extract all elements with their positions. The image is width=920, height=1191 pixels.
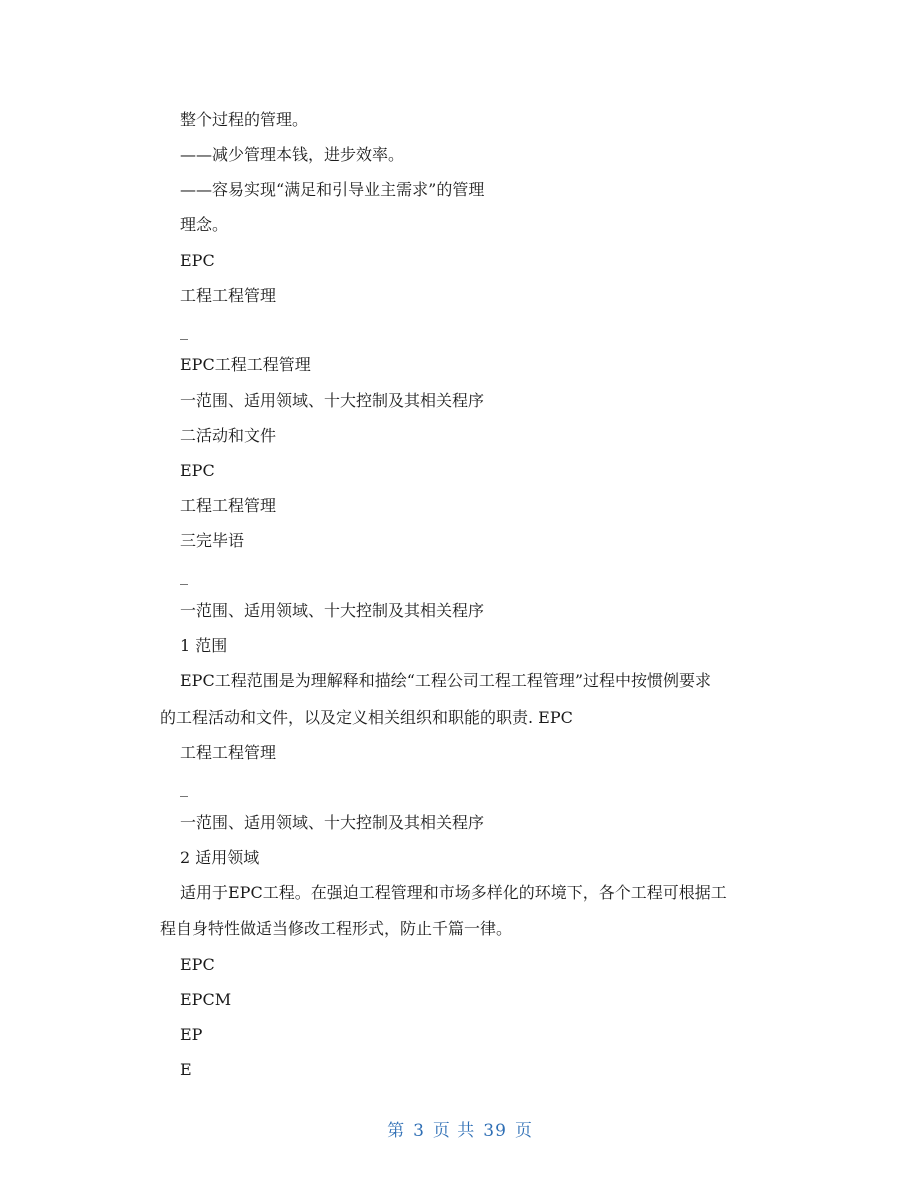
text-line: 一范围、适用领域、十大控制及其相关程序 (180, 601, 485, 620)
text-line: 整个过程的管理。 (180, 110, 309, 129)
text-line: ——容易实现“满足和引导业主需求”的管理 (180, 180, 485, 199)
text-line: EPC工程工程管理 (180, 355, 311, 374)
text-line: 工程工程管理 (180, 496, 277, 515)
text-line: 一范围、适用领域、十大控制及其相关程序 (180, 813, 485, 832)
text-line: EPC (180, 251, 215, 270)
section-heading: 2 适用领域 (180, 848, 260, 867)
text-line: 工程工程管理 (180, 286, 277, 305)
text-line: _ (180, 778, 188, 797)
text-line: E (180, 1060, 192, 1079)
footer-page-number: 3 (413, 1121, 425, 1141)
text-line: 三完毕语 (180, 531, 245, 550)
footer-total-pages: 39 (483, 1121, 507, 1141)
paragraph-line: 程自身特性做适当修改工程形式，防止千篇一律。 (160, 919, 513, 938)
footer-middle: 页 共 (432, 1121, 476, 1141)
text-line: 理念。 (180, 215, 229, 234)
paragraph-line: EPC工程范围是为理解释和描绘“工程公司工程工程管理”过程中按惯例要求 (180, 671, 712, 690)
footer-prefix: 第 (387, 1121, 406, 1141)
paragraph-line: 的工程活动和文件，以及定义相关组织和职能的职责. EPC (160, 708, 573, 727)
text-line: _ (180, 321, 188, 340)
text-line: EPCM (180, 990, 232, 1009)
text-line: EPC (180, 461, 215, 480)
text-line: _ (180, 566, 188, 585)
text-line: 二活动和文件 (180, 426, 277, 445)
text-line: ——减少管理本钱，进步效率。 (180, 145, 405, 164)
paragraph-line: 适用于EPC工程。在强迫工程管理和市场多样化的环境下，各个工程可根据工 (180, 883, 727, 902)
text-line: EP (180, 1025, 203, 1044)
text-line: 工程工程管理 (180, 743, 277, 762)
footer-suffix: 页 (514, 1121, 533, 1141)
text-line: 一范围、适用领域、十大控制及其相关程序 (180, 391, 485, 410)
text-line: EPC (180, 955, 215, 974)
page-footer (0, 1116, 920, 1141)
section-heading: 1 范围 (180, 636, 228, 655)
